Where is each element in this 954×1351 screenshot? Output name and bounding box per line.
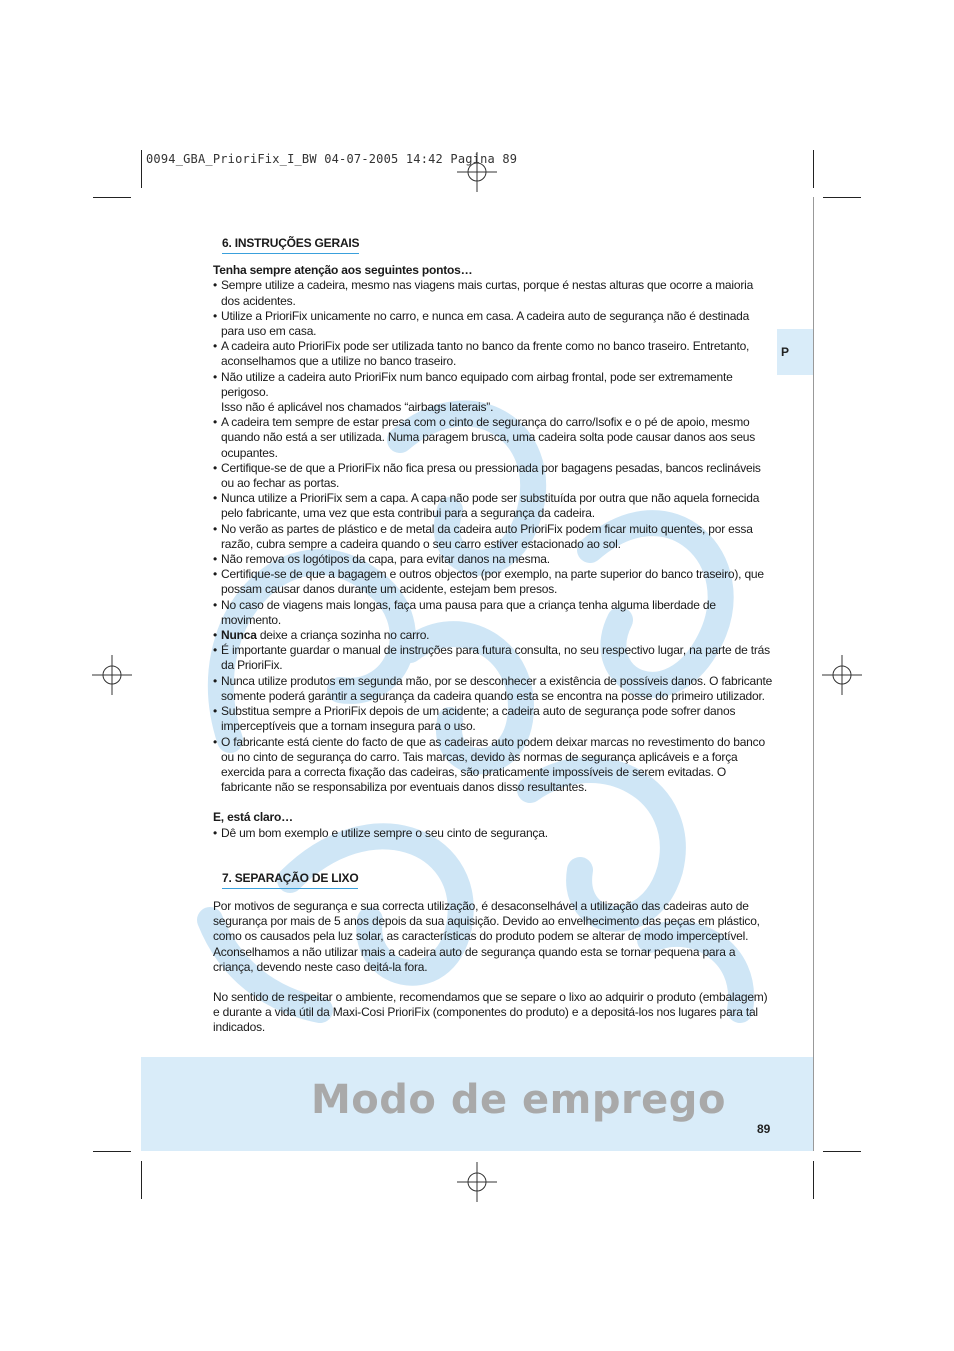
list-item: • É importante guardar o manual de instruções para futura consulta, no seu respectivo lugar, na parte de trás da PrioriFix.: [213, 643, 773, 673]
registration-mark-right: [822, 655, 862, 695]
list-item: • Não utilize a cadeira auto PrioriFix num banco equipado com airbag frontal, pode ser extremamente perigoso. Isso não é aplicável nos chamados “airbags laterais”.: [213, 370, 773, 416]
page-edge-rule: [813, 197, 814, 1151]
list-item: • Dê um bom exemplo e utilize sempre o seu cinto de segurança.: [213, 826, 773, 841]
crop-mark: [141, 1161, 142, 1199]
list-item: • Nunca utilize produtos em segunda mão, por se desconhecer a existência de possíveis danos. O fabricante somente poderá garantir a segurança da cadeira quando esta se encontra na posse do primeiro utilizador.: [213, 674, 773, 704]
list-item: • Certifique-se de que a PrioriFix não fica presa ou pressionada por bagagens pesadas, bancos reclináveis ou ao fechar as portas.: [213, 461, 773, 491]
language-tab: [777, 329, 813, 375]
list-item: • Nunca utilize a PrioriFix sem a capa. A capa não pode ser substituída por outra que não aquela fornecida pelo fabricante, uma vez que esta contribui para a segurança da cadeira.: [213, 491, 773, 521]
crop-mark: [813, 1161, 814, 1199]
page-number: 89: [757, 1122, 771, 1136]
crop-mark: [93, 197, 131, 198]
list-item: • No verão as partes de plástico e de metal da cadeira auto PrioriFix podem ficar muito quentes, por essa razão, cubra sempre a cadeira quando o seu carro estiver estacionado ao sol.: [213, 522, 773, 552]
registration-mark-bottom: [457, 1162, 497, 1202]
language-tab-label: P: [781, 345, 790, 359]
list-item: • Substitua sempre a PrioriFix depois de um acidente; a cadeira auto de segurança pode sofrer danos imperceptíveis que a tornam insegura para o uso.: [213, 704, 773, 734]
clear-lead: E, está claro…: [213, 810, 293, 825]
footer-title: Modo de emprego: [311, 1077, 726, 1123]
list-item: • No caso de viagens mais longas, faça uma pausa para que a criança tenha alguma liberdade de movimento.: [213, 598, 773, 628]
list-item: • Certifique-se de que a bagagem e outros objectos (por exemplo, na parte superior do banco traseiro), que possam causar danos durante um acidente, estejam bem presos.: [213, 567, 773, 597]
list-item: • A cadeira tem sempre de estar presa com o cinto de segurança do carro/Isofix e o pé de apoio, mesmo quando não está a ser utilizada. Numa paragem brusca, uma cadeira solta pode causar danos aos seus ocupantes.: [213, 415, 773, 461]
registration-mark-left: [92, 655, 132, 695]
list-item: • Não remova os logótipos da capa, para evitar danos na mesma.: [213, 552, 773, 567]
emphasis: Nunca: [221, 628, 257, 643]
list-item: • Nunca deixe a criança sozinha no carro.: [213, 628, 773, 643]
list-item: • A cadeira auto PrioriFix pode ser utilizada tanto no banco da frente como no banco traseiro. Entretanto, aconselhamos que a utilize no banco traseiro.: [213, 339, 773, 369]
clear-bullet-list: [213, 826, 773, 841]
section-6-bullet-list: [213, 278, 773, 795]
section-6-heading: 6. INSTRUÇÕES GERAIS: [222, 236, 359, 254]
list-item-note: Isso não é aplicável nos chamados “airbags laterais”.: [221, 400, 494, 415]
list-item: • Utilize a PrioriFix unicamente no carro, e nunca em casa. A cadeira auto de segurança não é destinada para uso em casa.: [213, 309, 773, 339]
print-slug: 0094_GBA_PrioriFix_I_BW 04-07-2005 14:42 Pagina 89: [146, 152, 518, 166]
section-7-paragraph-1: Por motivos de segurança e sua correcta utilização, é desaconselhável a utilização das cadeiras auto de segurança por mais de 5 anos depois da sua aquisição. Devido ao envelhecimento das peças em plástico, como os causados pela luz solar, as características do produto podem se alterar de modo imperceptível. Aconselhamos a não utilizar mais a cadeira auto de segurança quando esta se tornar pequena para a criança, devendo neste caso deitá-la fora.: [213, 898, 760, 974]
list-item: • O fabricante está ciente do facto de que as cadeiras auto podem deixar marcas no revestimento do banco ou no cinto de segurança do carro. Tais marcas, devido às normas de segurança aplicáveis e a força exercida para a correcta fixação das cadeiras, são praticamente impossíveis de serem evitadas. O fabricante não se responsabiliza por eventuais danos disso resultantes.: [213, 735, 773, 796]
footer-band: [141, 1057, 813, 1151]
crop-mark: [823, 1151, 861, 1152]
crop-mark: [813, 150, 814, 188]
section-7-paragraph-2: No sentido de respeitar o ambiente, recomendamos que se separe o lixo ao adquirir o produto (embalagem) e durante a vida útil da Maxi-Cosi PrioriFix (componentes do produto) e a depositá-los nos lugares para tal indicados.: [213, 989, 768, 1035]
section-7-heading: 7. SEPARAÇÃO DE LIXO: [222, 871, 358, 889]
crop-mark: [141, 150, 142, 188]
crop-mark: [93, 1151, 131, 1152]
list-item: • Sempre utilize a cadeira, mesmo nas viagens mais curtas, porque é nestas alturas que ocorre a maioria dos acidentes.: [213, 278, 773, 308]
main-content: [213, 236, 773, 1036]
crop-mark: [823, 197, 861, 198]
section-6-lead: Tenha sempre atenção aos seguintes pontos…: [213, 263, 473, 278]
